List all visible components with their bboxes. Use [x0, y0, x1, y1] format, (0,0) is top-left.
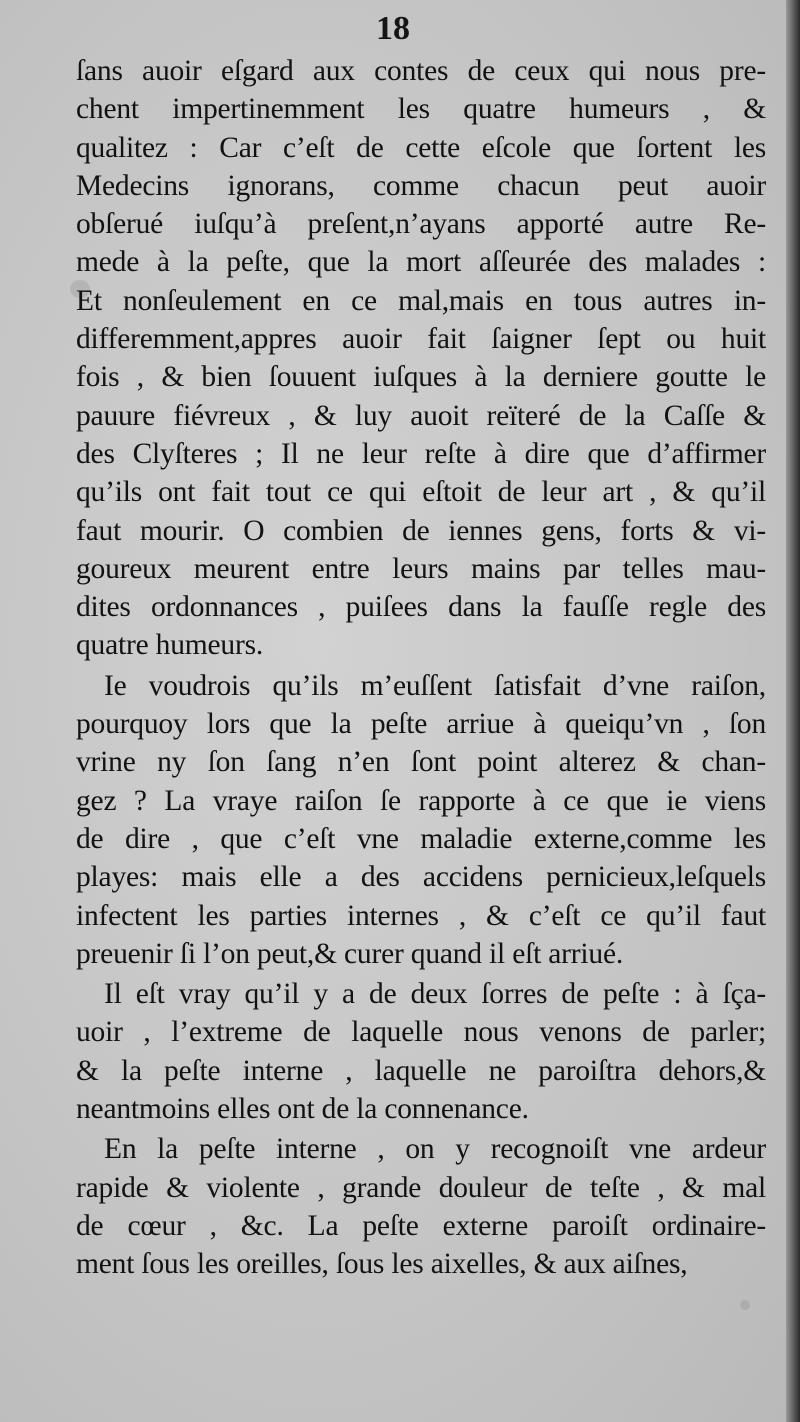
- text-line: Medecins ignorans, comme chacun peut auoir: [76, 169, 766, 202]
- text-line: mede à la peſte, que la mort aſſeurée des malades :: [76, 246, 766, 279]
- text-line: pourquoy lors que la peſte arriue à queiqu’vn , ſon: [76, 708, 766, 741]
- text-line: & la peſte interne , laquelle ne paroiſtra dehors,&: [76, 1054, 766, 1087]
- text-line: ment ſous les oreilles, ſous les aixelles, & aux aiſnes,: [76, 1248, 688, 1281]
- text-line: Ie voudrois qu’ils m’euſſent ſatisfait d’vne raiſon,: [104, 669, 766, 702]
- text-line: gez ? La vraye raiſon ſe rapporte à ce que ie viens: [76, 784, 766, 817]
- text-line: Il eſt vray qu’il y a de deux ſorres de peſte : à ſça-: [104, 978, 766, 1011]
- text-line: En la peſte interne , on y recognoiſt vne ardeur: [104, 1133, 766, 1166]
- text-line: infectent les parties internes , & c’eſt ce qu’il faut: [76, 899, 766, 932]
- text-line: chent impertinemment les quatre humeurs , &: [76, 93, 766, 126]
- text-line: qu’ils ont fait tout ce qui eſtoit de leur art , & qu’il: [76, 476, 766, 509]
- text-line: preuenir ſi l’on peut,& curer quand il eſt arriué.: [76, 937, 624, 970]
- text-line: de dire , que c’eſt vne maladie externe,comme les: [76, 822, 766, 855]
- text-line: faut mourir. O combien de iennes gens, forts & vi-: [76, 514, 766, 547]
- text-line: qualitez : Car c’eſt de cette eſcole que ſortent les: [76, 131, 766, 164]
- ink-blot: [740, 1300, 750, 1310]
- text-line: fois , & bien ſouuent iuſques à la derniere goutte le: [76, 361, 766, 394]
- text-line: rapide & violente , grande douleur de teſte , & mal: [76, 1171, 766, 1204]
- text-line: dites ordonnances , puiſees dans la fauſſe regle des: [76, 591, 766, 624]
- text-line: de cœur , &c. La peſte externe paroiſt ordinaire-: [76, 1209, 766, 1242]
- page-number: 18: [376, 10, 410, 47]
- text-line: Et nonſeulement en ce mal,mais en tous autres in-: [76, 284, 766, 317]
- text-line: quatre humeurs.: [76, 629, 264, 662]
- text-line: ſans auoir eſgard aux contes de ceux qui nous pre-: [76, 55, 766, 87]
- text-line: playes: mais elle a des accidens pernicieux,leſquels: [76, 861, 766, 894]
- text-line: goureux meurent entre leurs mains par telles mau-: [76, 552, 766, 585]
- text-line: uoir , l’extreme de laquelle nous venons de parler;: [76, 1016, 766, 1049]
- text-line: vrine ny ſon ſang n’en ſont point alterez & chan-: [76, 746, 766, 779]
- body-text: [76, 52, 766, 1284]
- text-line: differemment,appres auoir fait ſaigner ſept ou huit: [76, 323, 766, 356]
- text-line: des Clyſteres ; Il ne leur reſte à dire que d’affirmer: [76, 437, 766, 470]
- text-line: pauure fiévreux , & luy auoit reïteré de la Caſſe &: [76, 399, 766, 432]
- text-line: neantmoins elles ont de la connenance.: [76, 1093, 529, 1126]
- book-spine-shadow: [786, 0, 800, 1422]
- text-line: obſerué iuſqu’à preſent,n’ayans apporté autre Re-: [76, 208, 766, 241]
